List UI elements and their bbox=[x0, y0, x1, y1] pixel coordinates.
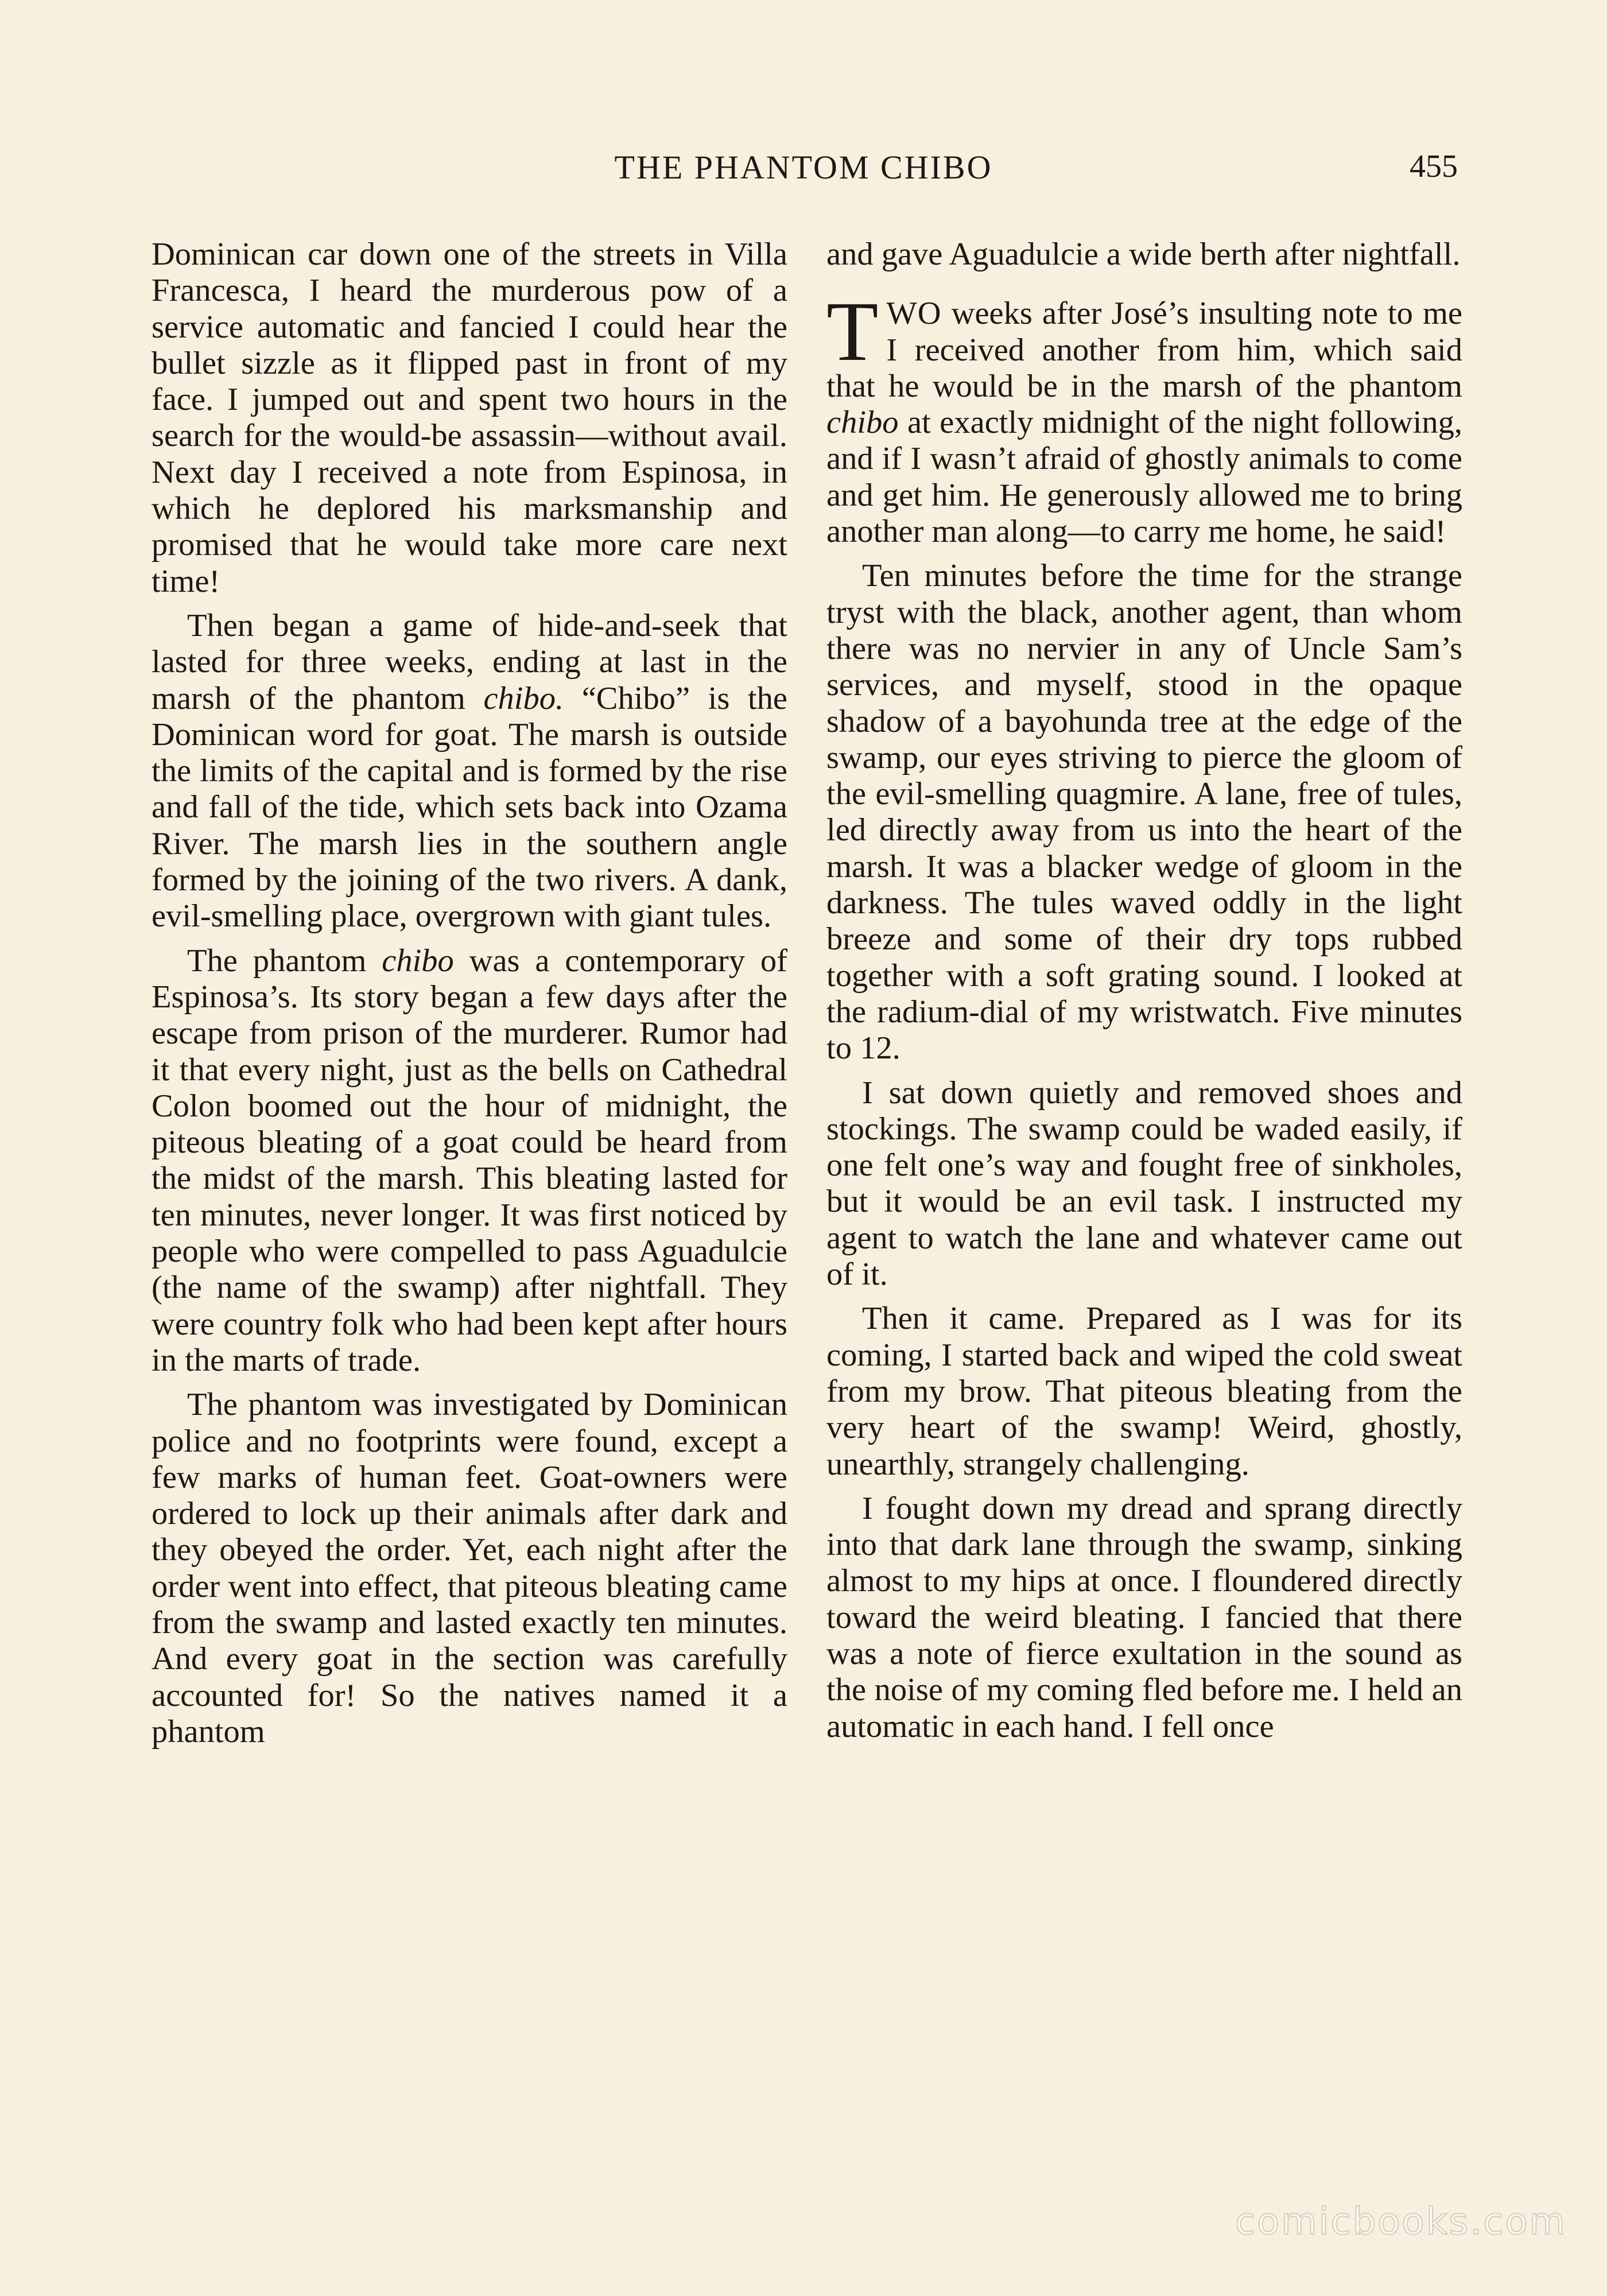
left-column bbox=[152, 236, 787, 1758]
text-run: was a contemporary of Espinosa’s. Its story began a few days after the escape from prison of the murderer. Rumor had it that every night, just as the bells on Cathedral Colon boomed out the hour of midnight, the piteous bleating of a goat could be heard from the midst of the marsh. This bleating lasted for ten minutes, never longer. It was first noticed by people who were compelled to pass Aguadulcie (the name of the swamp) after nightfall. They were country folk who had been kept after hours in the marts of trade. bbox=[152, 943, 787, 1378]
page-header bbox=[149, 148, 1458, 186]
paragraph: I fought down my dread and sprang directly into that dark lane through the swamp, sinking almost to my hips at once. I floundered directly toward the weird bleating. I fancied that there was a note of fierce exultation in the sound as the noise of my coming fled before me. I held an automatic in each hand. I fell once bbox=[826, 1490, 1462, 1744]
right-column bbox=[826, 236, 1462, 1753]
text-run: weeks after José’s insulting note to me I received another from him, which said that he would be in the marsh of the phantom bbox=[826, 296, 1462, 404]
paragraph: and gave Aguadulcie a wide berth after nightfall. bbox=[826, 236, 1461, 272]
paragraph: I sat down quietly and removed shoes and stockings. The swamp could be waded easily, if one felt one’s way and fought free of sinkholes, but it would be an evil task. I instructed my agent to watch the lane and whatever came out of it. bbox=[826, 1075, 1462, 1293]
paragraph bbox=[152, 943, 787, 1379]
text-run: “Chibo” is the Dominican word for goat. The marsh is outside the limits of the capital and is formed by the rise and fall of the tide, which sets back into Ozama River. The marsh lies in the southern angle formed by the joining of the two rivers. A dank, evil-smelling place, overgrown with giant tules. bbox=[152, 680, 787, 934]
drop-cap: T bbox=[826, 285, 879, 379]
text-run: Then began a game of hide-and-seek that lasted for three weeks, ending at last in the marsh of the phantom bbox=[152, 607, 787, 716]
paragraph: Then it came. Prepared as I was for its coming, I started back and wiped the cold sweat from my brow. That piteous bleating from the very heart of the swamp! Weird, ghostly, unearthly, strangely challenging. bbox=[826, 1301, 1462, 1482]
italic-term: chibo bbox=[382, 943, 454, 979]
section-opening-paragraph bbox=[826, 285, 1462, 550]
running-title: THE PHANTOM CHIBO bbox=[614, 149, 993, 186]
text-run: at exactly midnight of the night following, and if I wasn’t afraid of ghostly animals to come and get him. He generously allowed me to bring another man along—to carry me home, he said! bbox=[826, 405, 1462, 550]
watermark: comicbooks.com bbox=[1235, 2201, 1567, 2243]
text-run: The phantom bbox=[187, 943, 382, 979]
paragraph: Ten minutes before the time for the strange tryst with the black, another agent, than whom there was no nervier in any of Uncle Sam’s services, and myself, stood in the opaque shadow of a bayohunda tree at the edge of the swamp, our eyes striving to pierce the gloom of the evil-smelling quagmire. A lane, free of tules, led directly away from us into the heart of the marsh. It was a blacker wedge of gloom in the darkness. The tules waved oddly in the light breeze and some of their dry tops rubbed together with a soft grating sound. I looked at the radium-dial of my wristwatch. Five minutes to 12. bbox=[826, 558, 1462, 1066]
paragraph: The phantom was investigated by Dominican police and no footprints were found, except a few marks of human feet. Goat-owners were ordered to lock up their animals after dark and they obeyed the order. Yet, each night after the order went into effect, that piteous bleating came from the swamp and lasted exactly ten minutes. And every goat in the section was carefully accounted for! So the natives named it a phantom bbox=[152, 1387, 787, 1750]
italic-term: chibo bbox=[826, 405, 899, 441]
italic-term: chibo. bbox=[483, 680, 564, 716]
paragraph bbox=[152, 608, 787, 935]
paragraph: Dominican car down one of the streets in Villa Francesca, I heard the murderous pow of a service automatic and fancied I could hear the bullet sizzle as it flipped past in front of my face. I jumped out and spent two hours in the search for the would-be assassin—without avail. Next day I received a note from Espinosa, in which he deplored his marksmanship and promised that he would take more care next time! bbox=[152, 236, 787, 599]
small-caps-lead: WO bbox=[886, 296, 942, 332]
page-number: 455 bbox=[1410, 149, 1458, 184]
